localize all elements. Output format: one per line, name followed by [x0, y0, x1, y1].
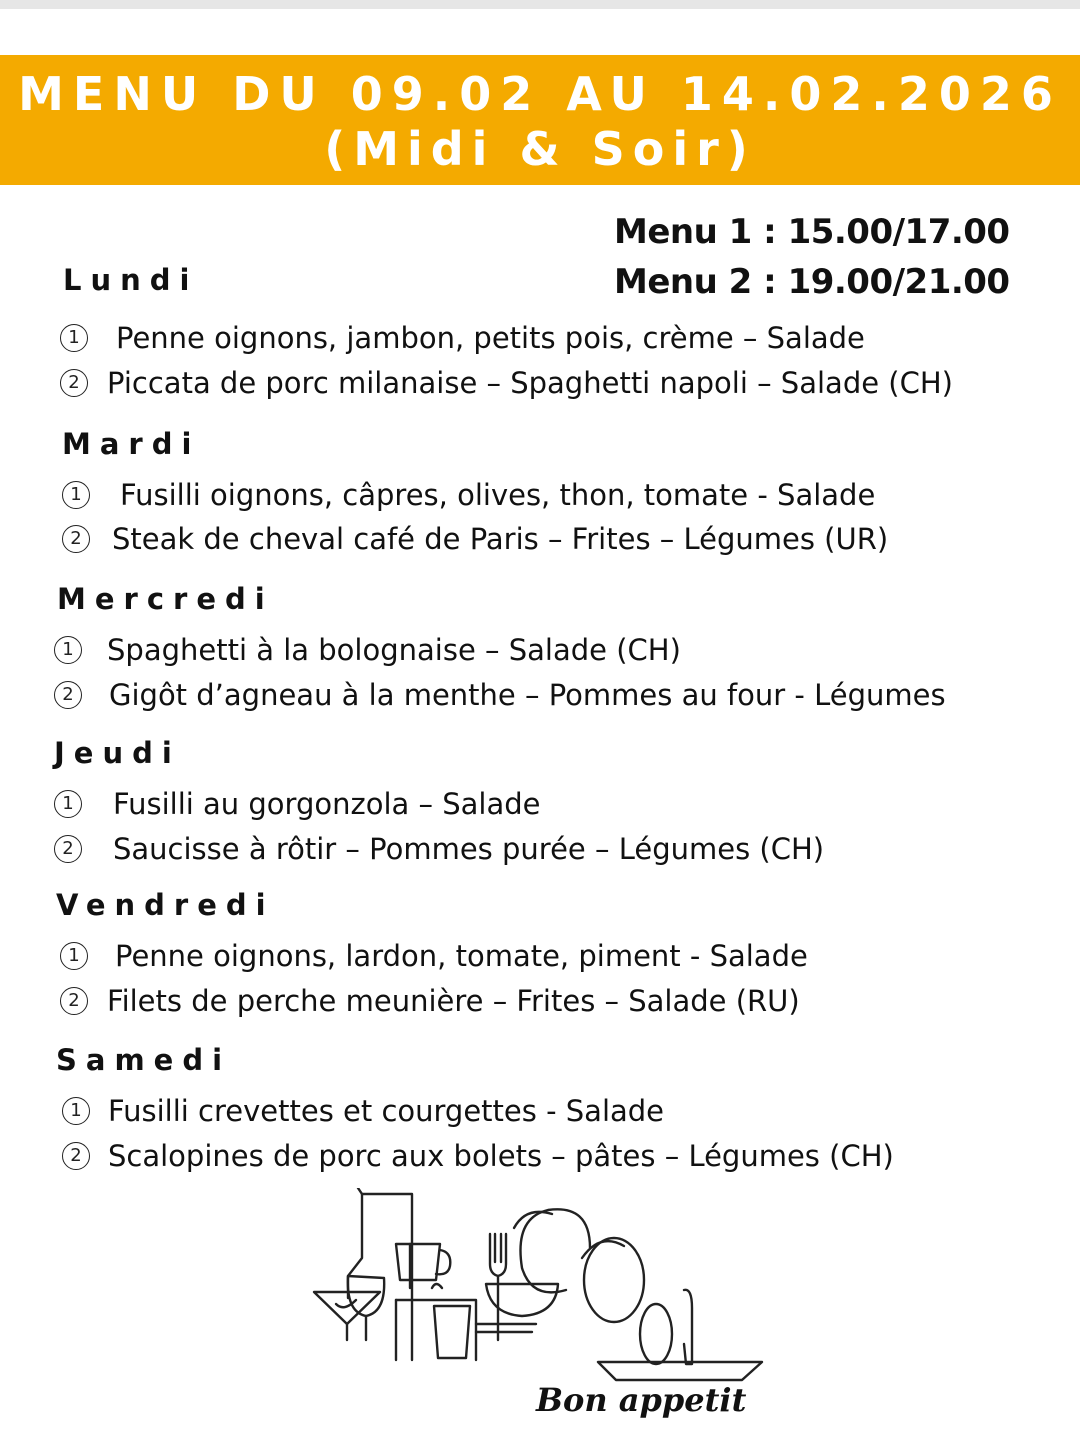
bon-appetit-tagline: Bon appetit [536, 1381, 747, 1419]
tableware-illustration-icon [300, 1188, 780, 1388]
number-1-icon: 1 [62, 1097, 90, 1125]
day-heading-mercredi: Mercredi [57, 582, 274, 616]
dish-text: Fusilli au gorgonzola – Salade [113, 787, 541, 821]
dish-text: Gigôt d’agneau à la menthe – Pommes au four - Légumes [109, 678, 946, 712]
dish-text: Fusilli crevettes et courgettes - Salade [108, 1094, 665, 1128]
number-1-icon: 1 [54, 790, 82, 818]
number-1-icon: 1 [62, 481, 90, 509]
dish-text: Scalopines de porc aux bolets – pâtes – Légumes (CH) [108, 1139, 894, 1173]
dish-text: Spaghetti à la bolognaise – Salade (CH) [107, 633, 681, 667]
menu1-time: Menu 1 : 15.00/17.00 [614, 212, 1010, 252]
day-heading-jeudi: Jeudi [54, 736, 181, 770]
dish-text: Filets de perche meunière – Frites – Salade (RU) [107, 984, 800, 1018]
menu2-time: Menu 2 : 19.00/21.00 [614, 262, 1010, 302]
dish-text: Penne oignons, lardon, tomate, piment - Salade [115, 939, 808, 973]
menu-banner [0, 55, 1080, 185]
day-heading-lundi: Lundi [63, 263, 199, 297]
menu-title: MENU DU 09.02 AU 14.02.2026 [18, 67, 1062, 121]
number-2-icon: 2 [54, 835, 82, 863]
number-2-icon: 2 [60, 987, 88, 1015]
number-2-icon: 2 [62, 525, 90, 553]
number-2-icon: 2 [62, 1142, 90, 1170]
dish-text: Saucisse à rôtir – Pommes purée – Légumes (CH) [113, 832, 825, 866]
top-strip [0, 0, 1080, 9]
day-heading-samedi: Samedi [56, 1043, 232, 1077]
dish-text: Penne oignons, jambon, petits pois, crème – Salade [116, 321, 865, 355]
day-heading-mardi: Mardi [62, 427, 201, 461]
number-1-icon: 1 [60, 942, 88, 970]
number-2-icon: 2 [54, 681, 82, 709]
number-1-icon: 1 [54, 636, 82, 664]
dish-text: Piccata de porc milanaise – Spaghetti napoli – Salade (CH) [107, 366, 953, 400]
dish-text: Steak de cheval café de Paris – Frites – Légumes (UR) [112, 522, 889, 556]
number-2-icon: 2 [60, 369, 88, 397]
number-1-icon: 1 [60, 324, 88, 352]
dish-text: Fusilli oignons, câpres, olives, thon, tomate - Salade [120, 478, 876, 512]
menu-subtitle: (Midi & Soir) [324, 122, 756, 176]
day-heading-vendredi: Vendredi [56, 888, 275, 922]
